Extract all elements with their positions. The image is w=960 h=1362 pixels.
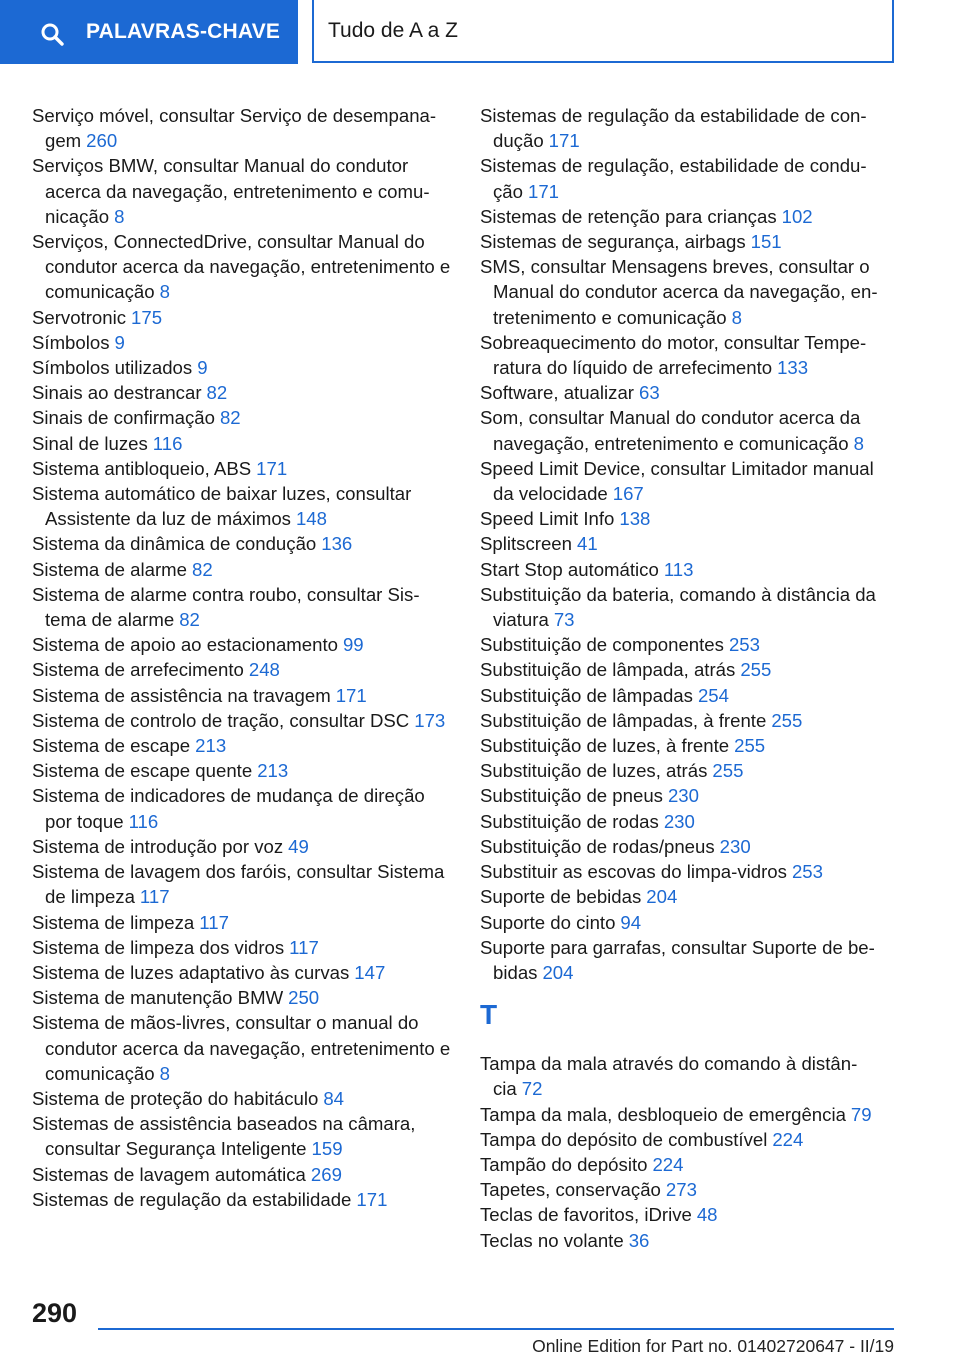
page-link[interactable]: 260 (86, 130, 118, 152)
index-entry-text: SMS, consultar Mensagens breves, consultar o Manual do condutor acerca da navegação, entretenimento e comunicação (480, 256, 878, 328)
index-entry-text: Serviço móvel, consultar Serviço de desempanagem (32, 105, 437, 152)
index-entry-text: Sistema de luzes adaptativo às curvas (32, 961, 350, 983)
footer-edition: Online Edition for Part no. 01402720647 - II/19 (532, 1336, 894, 1356)
index-entry-text: Tapetes, conservação (480, 1179, 661, 1201)
index-entry-text: Sistemas de segurança, airbags (480, 231, 746, 253)
page-link[interactable]: 138 (619, 508, 651, 530)
index-entry-text: Suporte para garrafas, consultar Suporte de bebidas (480, 936, 875, 983)
page-link[interactable]: 8 (731, 306, 742, 328)
index-entry-text: Substituição de rodas/pneus (480, 835, 715, 857)
index-entry-text: Sistema de alarme (32, 558, 188, 580)
index-entry (480, 859, 892, 884)
index-entry-text: Substituição de pneus (480, 785, 663, 807)
page-link[interactable]: 48 (696, 1204, 718, 1226)
page-link[interactable]: 79 (850, 1103, 872, 1125)
index-entry (480, 1202, 892, 1227)
index-entry-text: Sistemas de lavagem automática (32, 1163, 306, 1185)
page-link[interactable]: 36 (628, 1229, 650, 1251)
index-entry-text: Sistema de escape (32, 735, 191, 757)
index-entry-text: Sistema de limpeza dos vidros (32, 936, 285, 958)
index-entry (32, 733, 452, 758)
index-entry (32, 355, 452, 380)
index-entry-text: Substituição de lâmpadas (480, 684, 693, 706)
page-link[interactable]: 224 (652, 1153, 684, 1175)
keywords-label: PALAVRAS-CHAVE (86, 20, 281, 43)
page-link[interactable]: 102 (781, 205, 813, 227)
page-link[interactable]: 8 (853, 432, 864, 454)
index-entry (32, 834, 452, 859)
index-entry-text: Substituição de luzes, atrás (480, 760, 708, 782)
page-link[interactable]: 253 (728, 634, 760, 656)
page-link[interactable]: 204 (646, 886, 678, 908)
page-link[interactable]: 8 (159, 281, 170, 303)
index-entry-text: Tampa do depósito de combustível (480, 1128, 768, 1150)
index-entry (480, 632, 892, 657)
index-entry (480, 935, 892, 985)
index-entry-text: Speed Limit Device, consultar Limitador manual da velocidade (480, 457, 874, 505)
tab-a-to-z-label: Tudo de A a Z (328, 19, 458, 42)
page-link[interactable]: 94 (620, 911, 642, 933)
page-link[interactable]: 171 (256, 457, 288, 479)
index-entry-text: Sistemas de regulação da estabilidade (32, 1188, 352, 1210)
index-entry (32, 657, 452, 682)
page-link[interactable]: 224 (772, 1128, 804, 1150)
page-link[interactable]: 255 (712, 760, 744, 782)
index-entry-text: Som, consultar Manual do condutor acerca da navegação, entretenimento e comunicação (480, 407, 861, 454)
page-link[interactable]: 73 (553, 609, 575, 631)
page-link[interactable]: 230 (719, 835, 751, 857)
index-entry (480, 683, 892, 708)
index-entry-text: Sobreaquecimento do motor, consultar Temperatura do líquido de arrefecimento (480, 331, 867, 379)
page-link[interactable]: 82 (179, 609, 200, 631)
keywords-button[interactable] (0, 0, 298, 64)
page-link[interactable]: 113 (663, 558, 694, 580)
page-link[interactable]: 8 (114, 205, 125, 227)
page-link[interactable]: 213 (257, 760, 289, 782)
index-entry (480, 1228, 892, 1253)
index-entry (480, 809, 892, 834)
page-number: 290 (32, 1298, 78, 1328)
index-entry-text: Suporte do cinto (480, 911, 616, 933)
index-entry-text: Sistemas de assistência baseados na câmara, consultar Segurança Inteligente (32, 1113, 416, 1160)
index-entry-text: Sistema de assistência na travagem (32, 684, 331, 706)
index-entry-text: Serviços, ConnectedDrive, consultar Manual do condutor acerca da navegação, entretenimento e comunicação (32, 231, 451, 303)
index-entry-text: Substituição de lâmpadas, à frente (480, 709, 767, 731)
index-entry (32, 985, 452, 1010)
page-link[interactable]: 147 (354, 961, 386, 983)
index-entry (32, 1086, 452, 1111)
index-entry (480, 103, 892, 153)
index-entry-text: Sistema de manutenção BMW (32, 987, 284, 1009)
page-link[interactable]: 250 (288, 987, 320, 1009)
tab-a-to-z[interactable] (312, 0, 894, 63)
page-link[interactable]: 41 (576, 533, 598, 555)
page-link[interactable]: 230 (663, 810, 695, 832)
index-entry-text: Tampão do depósito (480, 1153, 648, 1175)
index-entry (480, 330, 892, 380)
index-entry (32, 708, 452, 733)
index-entry-text: Teclas no volante (480, 1229, 624, 1251)
index-entry-text: Suporte de bebidas (480, 886, 642, 908)
index-entry (480, 884, 892, 909)
index-entry (32, 758, 452, 783)
index-entry (480, 733, 892, 758)
index-entry (32, 1162, 452, 1187)
index-entry (32, 683, 452, 708)
index-entry (32, 1010, 452, 1086)
page-link[interactable]: 116 (128, 810, 159, 832)
index-entry-text: Serviços BMW, consultar Manual do condutor acerca da navegação, entretenimento e comunicação (32, 155, 430, 227)
index-entry (32, 153, 452, 229)
page-link[interactable]: 151 (750, 231, 782, 253)
page-link[interactable]: 99 (342, 634, 364, 656)
index-entry-text: Sistemas de regulação, estabilidade de condução (480, 155, 867, 202)
page-link[interactable]: 171 (527, 180, 560, 202)
index-entry-text: Splitscreen (480, 533, 572, 555)
page-link[interactable]: 63 (639, 382, 660, 404)
index-entry-text: Sistema de apoio ao estacionamento (32, 634, 338, 656)
page-link[interactable]: 175 (131, 306, 163, 328)
index-entry (480, 1102, 892, 1127)
index-entry-text: Substituir as escovas do limpa-vidros (480, 861, 787, 883)
index-entry (32, 380, 452, 405)
index-entry-text: Sinais de confirmação (32, 407, 215, 429)
index-entry (480, 380, 892, 405)
index-entry (32, 229, 452, 305)
page-link[interactable]: 9 (197, 357, 208, 379)
index-entry-text: Teclas de favoritos, iDrive (480, 1204, 692, 1226)
page-link[interactable]: 204 (542, 961, 574, 983)
index-entry-text: Substituição de lâmpada, atrás (480, 659, 736, 681)
index-entry-text: Símbolos utilizados (32, 357, 193, 379)
top-navigation (0, 0, 960, 66)
index-entry (480, 783, 892, 808)
index-entry-text: Sistema de indicadores de mudança de direção por toque (32, 785, 425, 832)
index-entry (480, 1127, 892, 1152)
index-entry-text: Sinais ao destrancar (32, 382, 202, 404)
index-entry (480, 657, 892, 682)
page-link[interactable]: 133 (777, 357, 809, 379)
index-entry (32, 531, 452, 556)
page-link[interactable]: 116 (152, 432, 183, 454)
index-entry-text: Speed Limit Info (480, 508, 615, 530)
page-link[interactable]: 171 (356, 1188, 388, 1210)
page-link[interactable]: 82 (206, 382, 228, 404)
index-entry (480, 153, 892, 203)
index-entry (32, 910, 452, 935)
index-entry (480, 506, 892, 531)
index-entry (32, 330, 452, 355)
index-entry-text: Sistema de proteção do habitáculo (32, 1087, 319, 1109)
index-entry-text: Sistemas de regulação da estabilidade de condução (480, 105, 867, 152)
search-icon (40, 22, 64, 46)
index-entry-text: Start Stop automático (480, 558, 659, 580)
index-entry (480, 1177, 892, 1202)
page-link[interactable]: 82 (219, 407, 241, 429)
index-entry (32, 431, 452, 456)
index-entry-text: Software, atualizar (480, 382, 634, 404)
page-link[interactable]: 117 (289, 936, 319, 958)
index-entry (480, 254, 892, 330)
index-entry-text: Sistema automático de baixar luzes, consultar Assistente da luz de máximos (32, 483, 412, 530)
index-entry-text: Sistema de introdução por voz (32, 835, 284, 857)
index-entry (480, 405, 892, 455)
page-link[interactable]: 159 (311, 1138, 343, 1160)
footer-divider (98, 1328, 894, 1330)
page-link[interactable]: 248 (248, 659, 280, 681)
index-entry-text: Sistemas de retenção para crianças (480, 205, 777, 227)
index-entry (32, 103, 452, 153)
index-entry-text: Sinal de luzes (32, 432, 148, 454)
index-entry (32, 456, 452, 481)
index-entry (32, 582, 452, 632)
page-link[interactable]: 49 (288, 835, 309, 857)
index-entry (480, 910, 892, 935)
index-entry (32, 960, 452, 985)
page-link[interactable]: 254 (697, 684, 729, 706)
index-entry-text: Substituição de rodas (480, 810, 659, 832)
page-link[interactable]: 117 (139, 886, 170, 908)
index-column-right (480, 103, 892, 1253)
index-entry-text: Símbolos (32, 331, 110, 353)
page-link[interactable]: 255 (740, 659, 772, 681)
index-entry (480, 456, 892, 506)
page-link[interactable]: 255 (771, 709, 803, 731)
page-link[interactable]: 269 (310, 1163, 342, 1185)
index-entry (32, 935, 452, 960)
index-entry (480, 708, 892, 733)
index-entry (480, 1051, 892, 1101)
index-entry-text: Sistema da dinâmica de condução (32, 533, 317, 555)
page-link[interactable]: 72 (521, 1078, 543, 1100)
index-entry (32, 557, 452, 582)
index-entry-text: Substituição de luzes, à frente (480, 735, 730, 757)
page-link[interactable]: 136 (321, 533, 353, 555)
index-entry-text: Tampa da mala através do comando à distância (480, 1053, 858, 1100)
page-link[interactable]: 9 (114, 331, 125, 353)
section-letter: T (480, 999, 498, 1031)
index-entry (32, 1111, 452, 1161)
page-link[interactable]: 82 (192, 558, 213, 580)
page-link[interactable]: 167 (612, 483, 644, 505)
index-entry-text: Servotronic (32, 306, 127, 328)
page-link[interactable]: 8 (159, 1062, 170, 1084)
index-entry-text: Sistema de escape quente (32, 760, 253, 782)
index-entry (480, 557, 892, 582)
index-entry (32, 1187, 452, 1212)
page-link[interactable]: 84 (323, 1087, 345, 1109)
index-entry (32, 783, 452, 833)
index-column-left (32, 103, 452, 1212)
index-section-s (480, 103, 892, 985)
page-link[interactable]: 171 (335, 684, 367, 706)
index-entry (480, 834, 892, 859)
index-entry (480, 229, 892, 254)
page-link[interactable]: 253 (791, 861, 823, 883)
index-entry-text: Sistema antibloqueio, ABS (32, 457, 252, 479)
index-entry-text: Sistema de limpeza (32, 911, 195, 933)
page-link[interactable]: 117 (199, 911, 229, 933)
index-entry-text: Sistema de controlo de tração, consultar DSC (32, 709, 410, 731)
index-entry-text: Tampa da mala, desbloqueio de emergência (480, 1103, 846, 1125)
index-entry (32, 632, 452, 657)
index-entry (480, 582, 892, 632)
index-entry-text: Substituição de componentes (480, 634, 724, 656)
page-link[interactable]: 213 (195, 735, 227, 757)
index-entry (480, 204, 892, 229)
index-section-t (480, 1051, 892, 1253)
index-entry (32, 405, 452, 430)
page-link[interactable]: 171 (548, 130, 580, 152)
page-link[interactable]: 148 (295, 508, 327, 530)
page-link[interactable]: 230 (667, 785, 699, 807)
index-entry-text: Sistema de arrefecimento (32, 659, 244, 681)
index-entry (32, 305, 452, 330)
index-entry-text: Sistema de alarme contra roubo, consultar Sistema de alarme (32, 583, 420, 631)
index-entry (480, 758, 892, 783)
index-entry (32, 859, 452, 909)
index-entry-text: Substituição da bateria, comando à distância da viatura (480, 583, 876, 631)
index-entry (480, 1152, 892, 1177)
page-link[interactable]: 173 (414, 709, 446, 731)
index-entry-text: Sistema de mãos-livres, consultar o manual do condutor acerca da navegação, entretenimento e comunicação (32, 1012, 451, 1084)
page-link[interactable]: 273 (665, 1179, 697, 1201)
page-link[interactable]: 255 (734, 735, 766, 757)
index-entry (32, 481, 452, 531)
index-entry (480, 531, 892, 556)
index-entry-text: Sistema de lavagem dos faróis, consultar Sistema de limpeza (32, 861, 445, 908)
